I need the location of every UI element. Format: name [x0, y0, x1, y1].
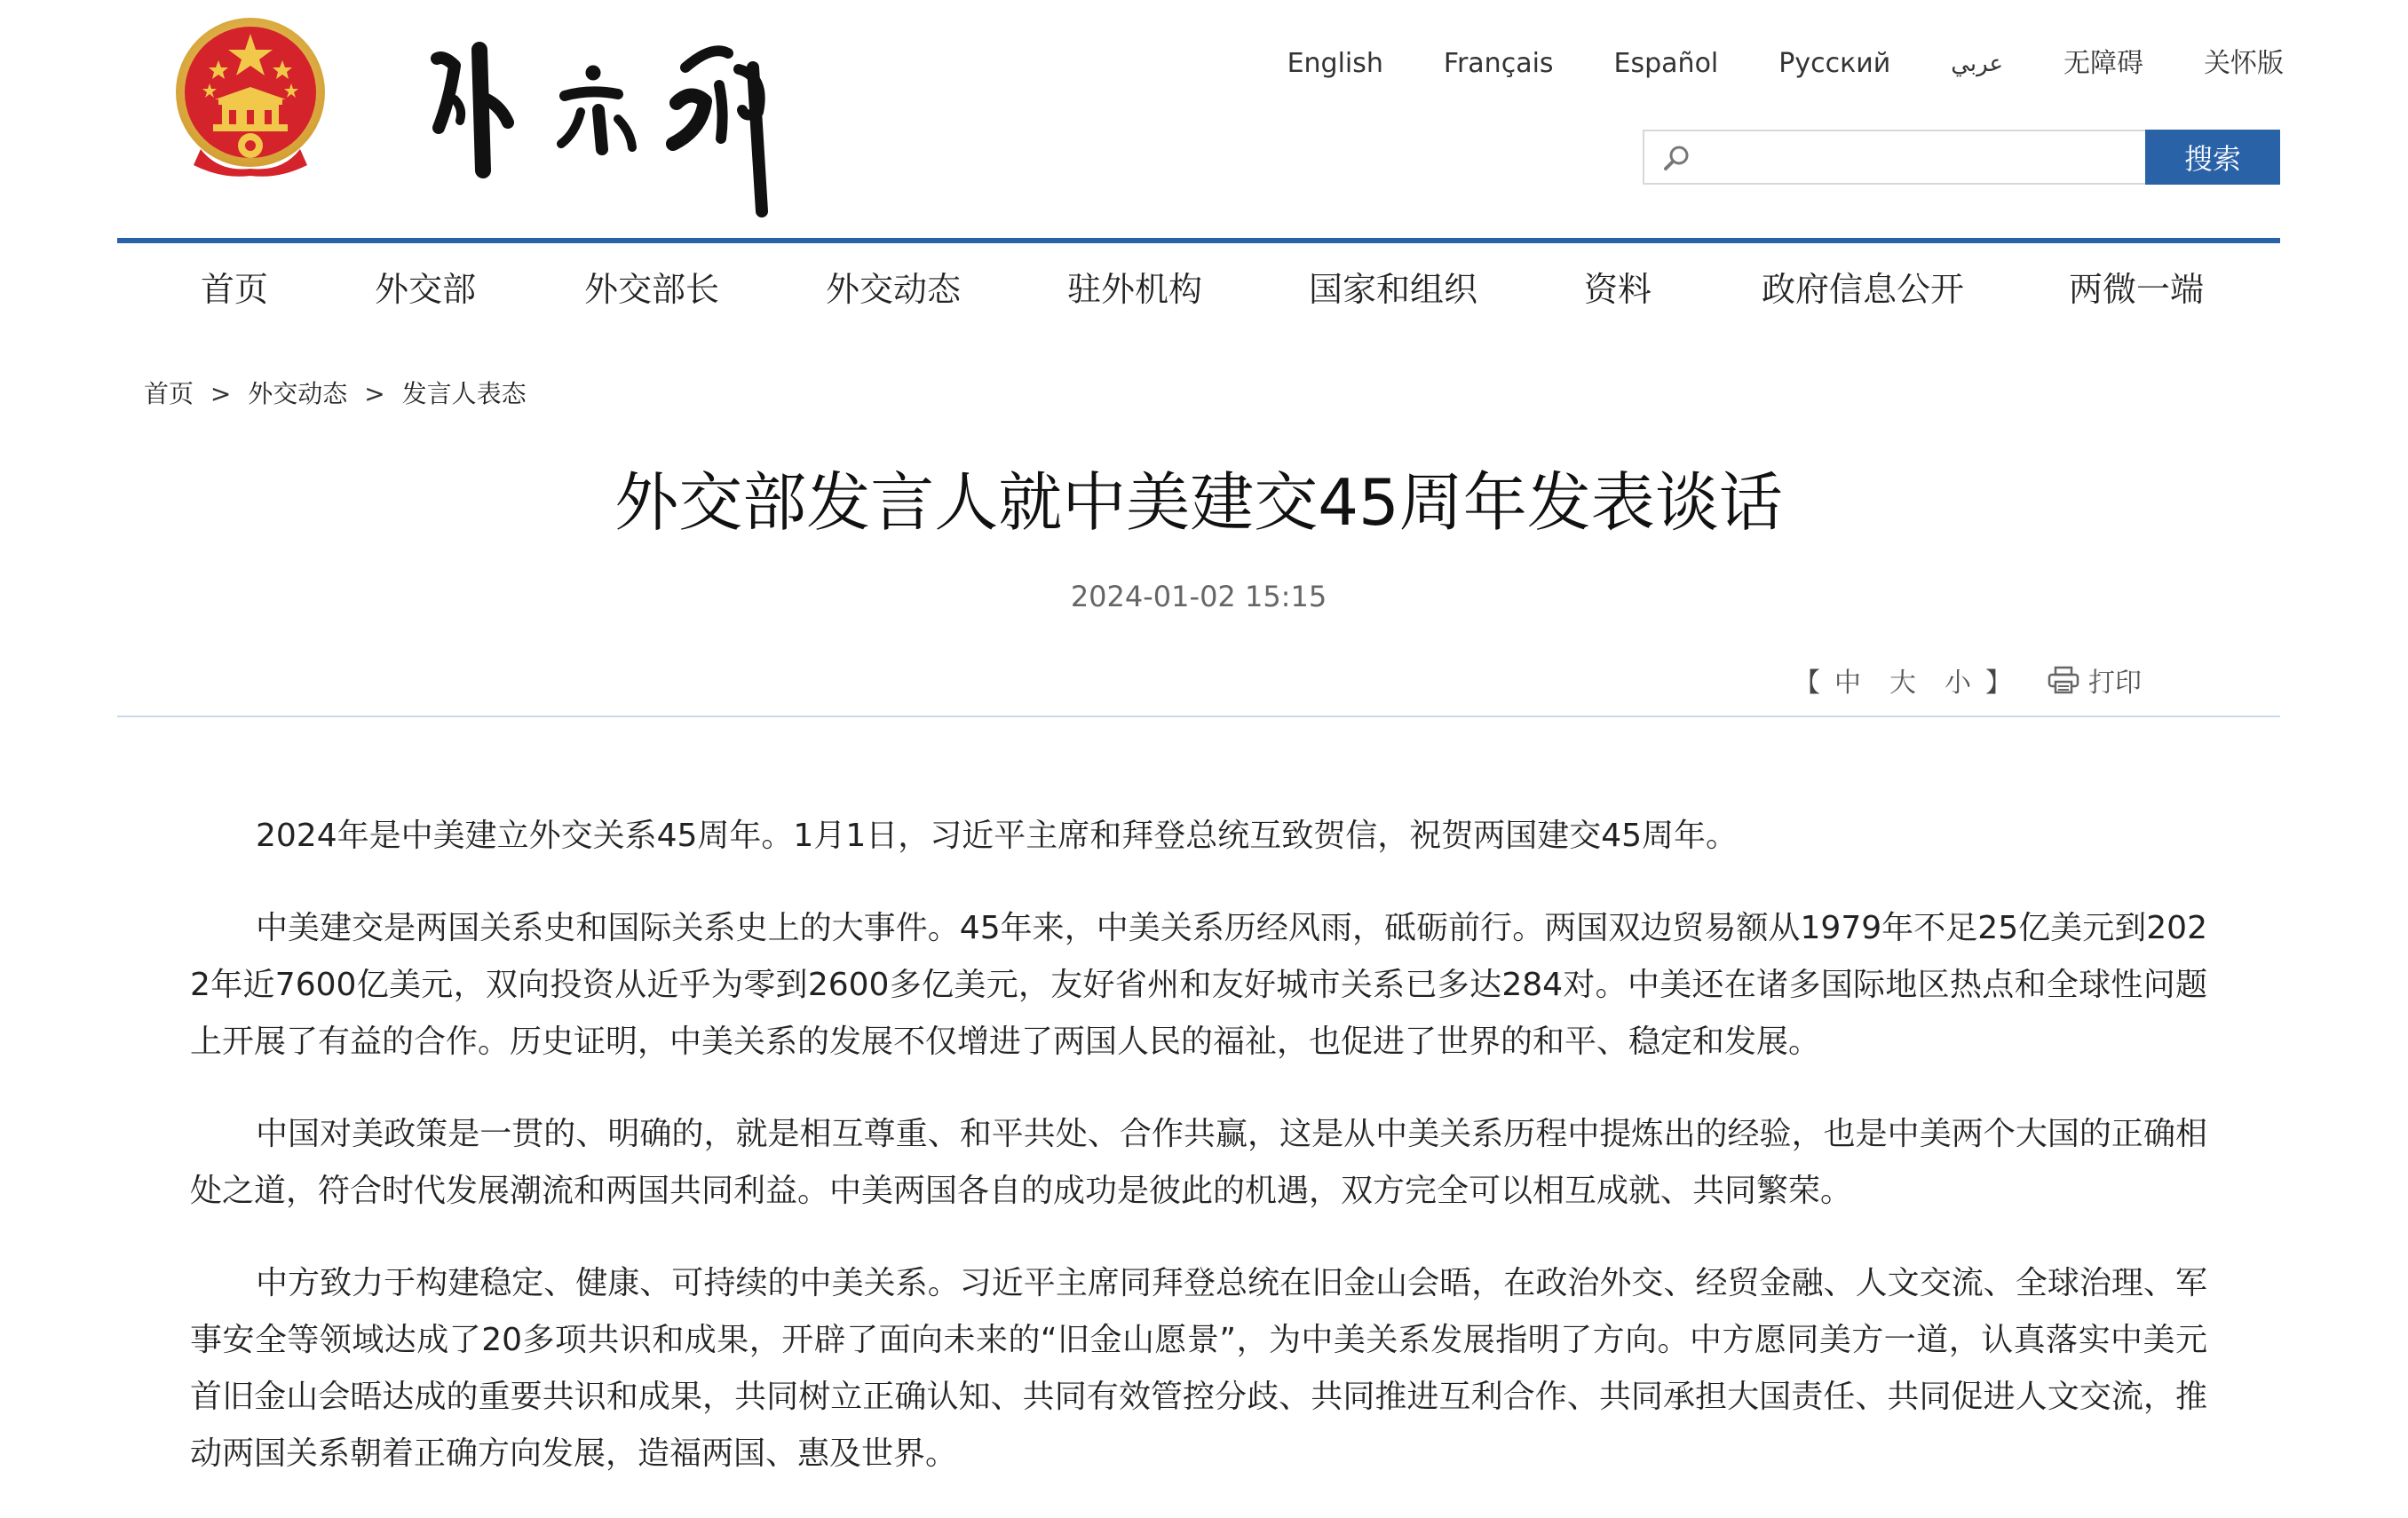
nav-top-rule [117, 238, 2280, 243]
article-paragraph: 2024年是中美建立外交关系45周年。1月1日，习近平主席和拜登总统互致贺信，祝贺两国建交45周年。 [256, 818, 1739, 854]
search-box [1643, 130, 2280, 185]
ministry-logo [408, 14, 817, 222]
lang-spanish-link[interactable]: Español [1613, 48, 1719, 79]
article-title: 外交部发言人就中美建交45周年发表谈话 [614, 465, 1783, 540]
nav-item-social-media[interactable]: 两微一端 [2069, 270, 2205, 309]
nav-item-countries-organizations[interactable]: 国家和组织 [1309, 270, 1478, 309]
article-tools [1794, 660, 2142, 700]
font-size-selector [1794, 660, 2012, 700]
article-paragraph: 中国对美政策是一贯的、明确的，就是相互尊重、和平共处、合作共赢，这是从中美关系历程中提炼出的经验，也是中美两个大国的正确相处之道，符合时代发展潮流和两国共同利益。中美两国各自的成功是彼此的机遇，双方完全可以相互成就、共同繁荣。 [190, 1116, 2207, 1209]
search-input-wrap [1644, 131, 2145, 183]
article-paragraph: 中美建交是两国关系史和国际关系史上的大事件。45年来，中美关系历经风雨，砥砺前行。两国双边贸易额从1979年不足25亿美元到2022年近7600亿美元，双向投资从近乎为零到2600多亿美元，友好省州和友好城市关系已多达284对。中美还在诸多国际地区热点和全球性问题上开展了有益的合作。历史证明，中美关系的发展不仅增进了两国人民的福祉，也促进了世界的和平、稳定和发展。 [190, 910, 2207, 1060]
article-body [190, 808, 2207, 1518]
printer-icon [2048, 666, 2079, 694]
breadcrumb [144, 376, 527, 412]
care-mode-link[interactable]: 关怀版 [2204, 48, 2284, 79]
nav-item-home[interactable]: 首页 [201, 270, 269, 309]
accessibility-link[interactable]: 无障碍 [2063, 48, 2143, 79]
national-emblem-icon [174, 16, 327, 178]
search-icon [1662, 144, 1691, 172]
lang-arabic-link[interactable]: عربي [1951, 51, 2003, 77]
search-button[interactable]: 搜索 [2145, 130, 2280, 185]
breadcrumb-separator: > [210, 379, 232, 408]
nav-item-resources[interactable]: 资料 [1584, 270, 1652, 309]
breadcrumb-separator: > [364, 379, 385, 408]
bracket-close: 】 [1985, 668, 2012, 699]
breadcrumb-home[interactable]: 首页 [144, 379, 194, 408]
font-size-large[interactable]: 大 [1889, 668, 1916, 699]
print-button[interactable] [2048, 660, 2142, 700]
bracket-open: 【 [1794, 668, 1820, 699]
article-date: 2024-01-02 15:15 [1070, 580, 1327, 613]
search-input[interactable] [1644, 131, 2145, 183]
main-nav [117, 257, 2280, 321]
lang-russian-link[interactable]: Русский [1778, 48, 1891, 79]
print-label: 打印 [2088, 668, 2142, 699]
nav-item-diplomatic-news[interactable]: 外交动态 [826, 270, 962, 309]
nav-item-minister[interactable]: 外交部长 [584, 270, 720, 309]
nav-item-government-info[interactable]: 政府信息公开 [1762, 270, 1965, 309]
lang-french-link[interactable]: Français [1443, 48, 1554, 79]
nav-item-ministry[interactable]: 外交部 [375, 270, 477, 309]
article-divider [117, 716, 2280, 717]
font-size-medium[interactable]: 中 [1834, 668, 1861, 699]
nav-item-missions-abroad[interactable]: 驻外机构 [1067, 270, 1203, 309]
font-size-small[interactable]: 小 [1945, 668, 1971, 699]
article-paragraph: 中方致力于构建稳定、健康、可持续的中美关系。习近平主席同拜登总统在旧金山会晤，在政治外交、经贸金融、人文交流、全球治理、军事安全等领域达成了20多项共识和成果，开辟了面向未来的“旧金山愿景”，为中美关系发展指明了方向。中方愿同美方一道，认真落实中美元首旧金山会晤达成的重要共识和成果，共同树立正确认知、共同有效管控分歧、共同推进互利合作、共同承担大国责任、共同促进人文交流，推动两国关系朝着正确方向发展，造福两国、惠及世界。 [190, 1265, 2207, 1472]
lang-english-link[interactable]: English [1287, 48, 1383, 79]
breadcrumb-spokesperson[interactable]: 发言人表态 [401, 379, 527, 408]
language-bar [1287, 44, 2284, 83]
breadcrumb-diplomatic-news[interactable]: 外交动态 [248, 379, 348, 408]
